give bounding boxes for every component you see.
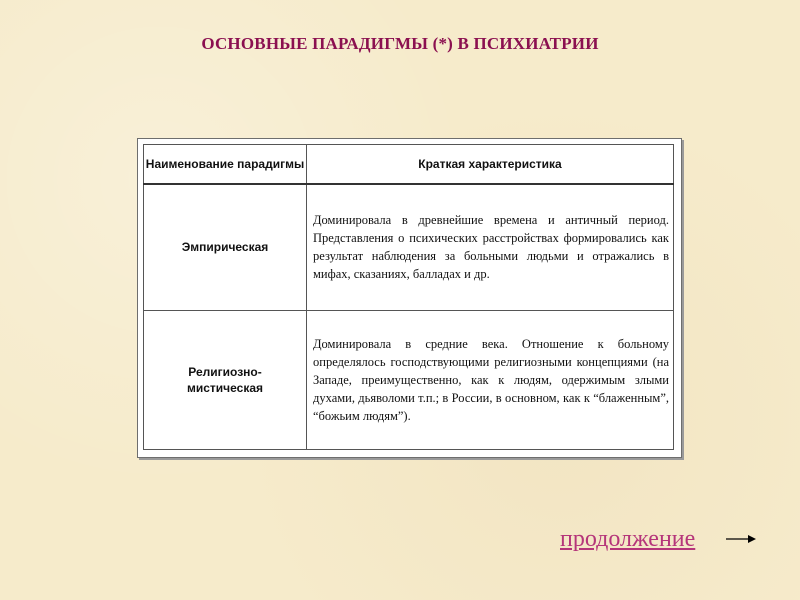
paradigm-description: Доминировала в средние века. Отношение к больному определялось господствующими религиозными концепциями (на Западе, преимущественно, как к людям, одержимым злыми духами, дьяволоми т.п.; в России, в основном, как к “блаженным”, “божьим людям”). — [307, 310, 674, 449]
table-row — [144, 184, 674, 310]
paradigms-table — [143, 144, 674, 450]
paradigm-description: Доминировала в древнейшие времена и античный период. Представления о психических расстройствах формировались как результат наблюдения за больными людьми и отражались в мифах, сказаниях, балладах и др. — [307, 184, 674, 310]
paradigms-table-frame — [137, 138, 682, 458]
continue-link[interactable]: продолжение — [560, 526, 696, 552]
column-header-description: Краткая характеристика — [307, 145, 674, 185]
paradigm-name: Эмпирическая — [144, 184, 307, 310]
table-header-row — [144, 145, 674, 185]
paradigm-name — [144, 310, 307, 449]
table-row — [144, 310, 674, 449]
column-header-name: Наименование парадигмы — [144, 145, 307, 185]
slide-title: ОСНОВНЫЕ ПАРАДИГМЫ (*) В ПСИХИАТРИИ — [201, 34, 599, 53]
paradigm-name-text: Религиозно-мистическая — [186, 364, 264, 395]
right-arrow-icon[interactable] — [726, 532, 756, 546]
